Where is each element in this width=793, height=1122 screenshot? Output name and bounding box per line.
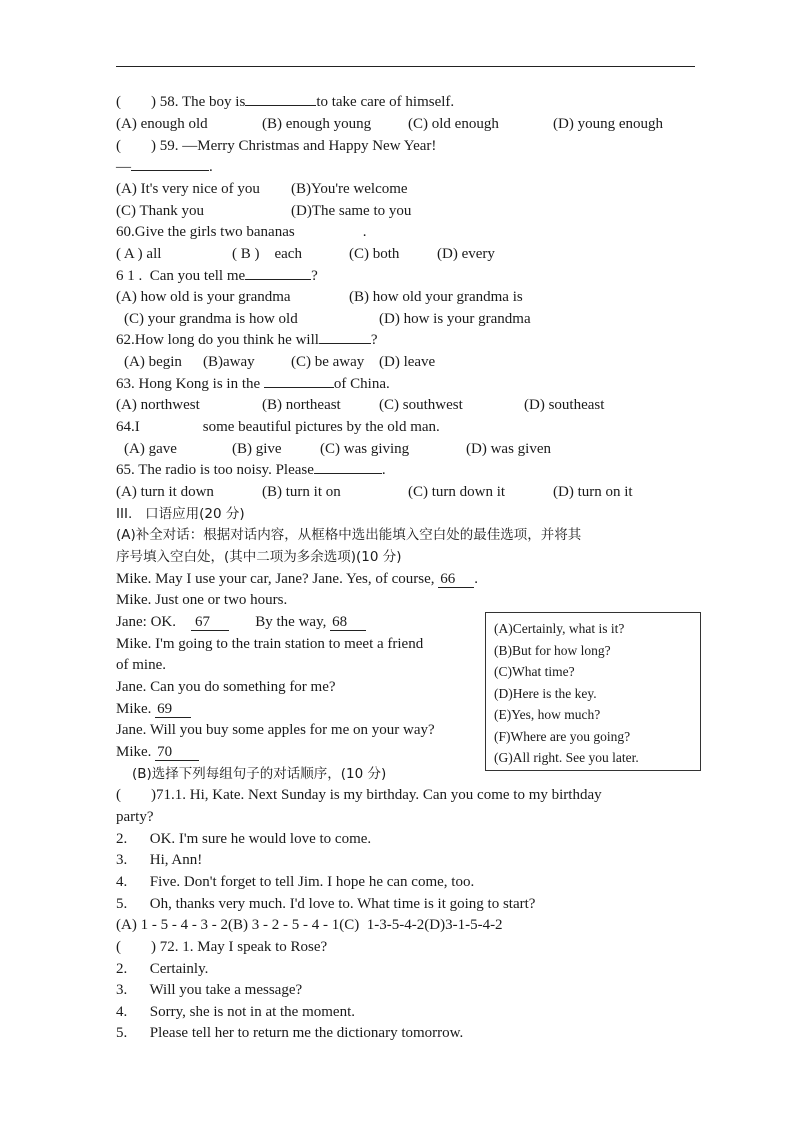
- q71-line-3: 3. Hi, Ann!: [116, 852, 203, 868]
- q58-option-d: (D) young enough: [553, 116, 663, 132]
- dialog-line-8: Jane. Will you buy some apples for me on your way?: [116, 722, 435, 738]
- answer-paren[interactable]: ( ): [116, 94, 156, 110]
- q71-options: (A) 1 - 5 - 4 - 3 - 2(B) 3 - 2 - 5 - 4 - 1(C) 1-3-5-4-2(D)3-1-5-4-2: [116, 917, 503, 933]
- q71-line-4: 4. Five. Don't forget to tell Jim. I hope he can come, too.: [116, 874, 475, 890]
- options-box: [485, 612, 701, 771]
- q64-option-d: (D) was given: [466, 441, 551, 457]
- q61-stem: 6 1 . Can you tell me ?: [116, 268, 318, 284]
- q59-option-d: (D)The same to you: [291, 203, 412, 219]
- box-option-b: (B)But for how long?: [494, 642, 611, 658]
- q63-option-b: (B) northeast: [262, 397, 341, 413]
- q72-line-4: 4. Sorry, she is not in at the moment.: [116, 1004, 356, 1020]
- q62-option-d: (D) leave: [379, 354, 436, 370]
- q72-line-5: 5. Please tell her to return me the dictionary tomorrow.: [116, 1025, 464, 1041]
- answer-blank[interactable]: [245, 279, 311, 280]
- part-b-title: (B)选择下列每组句子的对话顺序，(10 分): [132, 766, 387, 782]
- q65-option-a: (A) turn it down: [116, 484, 214, 500]
- q72-line-3: 3. Will you take a message?: [116, 982, 303, 998]
- q58-option-b: (B) enough young: [262, 116, 372, 132]
- q63-stem: 63. Hong Kong is in the of China.: [116, 376, 390, 392]
- answer-blank[interactable]: [245, 105, 316, 106]
- q71-line-5: 5. Oh, thanks very much. I'd love to. What time is it going to start?: [116, 896, 536, 912]
- q61-option-c: (C) your grandma is how old: [124, 311, 298, 327]
- q58-option-a: (A) enough old: [116, 116, 208, 132]
- blank-66[interactable]: 66: [438, 572, 474, 588]
- q65-option-b: (B) turn it on: [262, 484, 341, 500]
- q59-reply: — .: [116, 159, 213, 175]
- blank-69[interactable]: 69: [155, 702, 191, 718]
- q64-option-b: (B) give: [232, 441, 282, 457]
- q60-option-d: (D) every: [437, 246, 495, 262]
- q72-line-2: 2. Certainly.: [116, 961, 209, 977]
- q62-option-c: (C) be away: [291, 354, 365, 370]
- q62-stem: 62.How long do you think he will ?: [116, 332, 378, 348]
- q59-option-c: (C) Thank you: [116, 203, 205, 219]
- header-rule: [116, 66, 695, 67]
- answer-blank[interactable]: [319, 343, 371, 344]
- q60-option-a: ( A ) all: [116, 246, 162, 262]
- blank-70[interactable]: 70: [155, 745, 199, 761]
- q62-option-b: (B)away: [203, 354, 255, 370]
- q64-stem: 64.I some beautiful pictures by the old man.: [116, 419, 440, 435]
- blank-68[interactable]: 68: [330, 615, 366, 631]
- dialog-line-6: Jane. Can you do something for me?: [116, 679, 336, 695]
- answer-blank[interactable]: [131, 170, 209, 171]
- q60-option-c: (C) both: [349, 246, 400, 262]
- q64-option-a: (A) gave: [124, 441, 177, 457]
- q64-option-c: (C) was giving: [320, 441, 410, 457]
- q58-option-c: (C) old enough: [408, 116, 499, 132]
- answer-paren[interactable]: ( ): [116, 138, 156, 154]
- q72-line-1: ( ) 72. 1. May I speak to Rose?: [116, 939, 328, 955]
- blank-67[interactable]: 67: [191, 615, 229, 631]
- part-a-instruction-cont: 序号填入空白处，(其中二项为多余选项)(10 分): [116, 549, 402, 565]
- q59-option-a: (A) It's very nice of you: [116, 181, 260, 197]
- q65-option-d: (D) turn on it: [553, 484, 633, 500]
- q58-stem: ( ) 58. The boy is to take care of himself.: [116, 94, 455, 110]
- q60-stem: 60.Give the girls two bananas .: [116, 224, 367, 240]
- q61-option-d: (D) how is your grandma: [379, 311, 531, 327]
- q63-option-a: (A) northwest: [116, 397, 200, 413]
- dialog-line-3: Jane: OK. 67 By the way, 68: [116, 612, 366, 632]
- q61-option-a: (A) how old is your grandma: [116, 289, 291, 305]
- q63-option-c: (C) southwest: [379, 397, 463, 413]
- q65-stem: 65. The radio is too noisy. Please .: [116, 462, 386, 478]
- box-option-a: (A)Certainly, what is it?: [494, 621, 625, 636]
- answer-blank[interactable]: [264, 387, 334, 388]
- box-option-f: (F)Where are you going?: [494, 728, 631, 744]
- box-option-d: (D)Here is the key.: [494, 685, 597, 701]
- q62-option-a: (A) begin: [124, 354, 182, 370]
- q59-stem: ( ) 59. —Merry Christmas and Happy New Year!: [116, 138, 437, 154]
- box-option-c: (C)What time?: [494, 664, 575, 679]
- section-3-title: III. 口语应用(20 分): [116, 506, 245, 522]
- dialog-line-5: of mine.: [116, 657, 166, 673]
- answer-blank[interactable]: [314, 473, 382, 474]
- q71-line-1b: party?: [116, 809, 154, 825]
- q71-line-1: ( )71.1. Hi, Kate. Next Sunday is my birthday. Can you come to my birthday: [116, 787, 602, 803]
- dialog-line-1: Mike. May I use your car, Jane? Jane. Yes, of course, 66 .: [116, 571, 478, 587]
- box-option-e: (E)Yes, how much?: [494, 707, 601, 722]
- box-option-g: (G)All right. See you later.: [494, 750, 639, 765]
- q59-option-b: (B)You're welcome: [291, 181, 408, 197]
- q61-option-b: (B) how old your grandma is: [349, 289, 523, 305]
- dialog-line-2: Mike. Just one or two hours.: [116, 592, 288, 608]
- dialog-line-7: Mike. 69: [116, 699, 191, 719]
- dialog-line-4: Mike. I'm going to the train station to meet a friend: [116, 636, 424, 652]
- part-a-instruction: (A)补全对话：根据对话内容，从框格中选出能填入空白处的最佳选项，并将其: [116, 527, 582, 543]
- q65-option-c: (C) turn down it: [408, 484, 506, 500]
- q63-option-d: (D) southeast: [524, 397, 605, 413]
- dialog-line-9: Mike. 70: [116, 742, 199, 762]
- q60-option-b: ( B ) each: [232, 246, 302, 262]
- q71-line-2: 2. OK. I'm sure he would love to come.: [116, 831, 372, 847]
